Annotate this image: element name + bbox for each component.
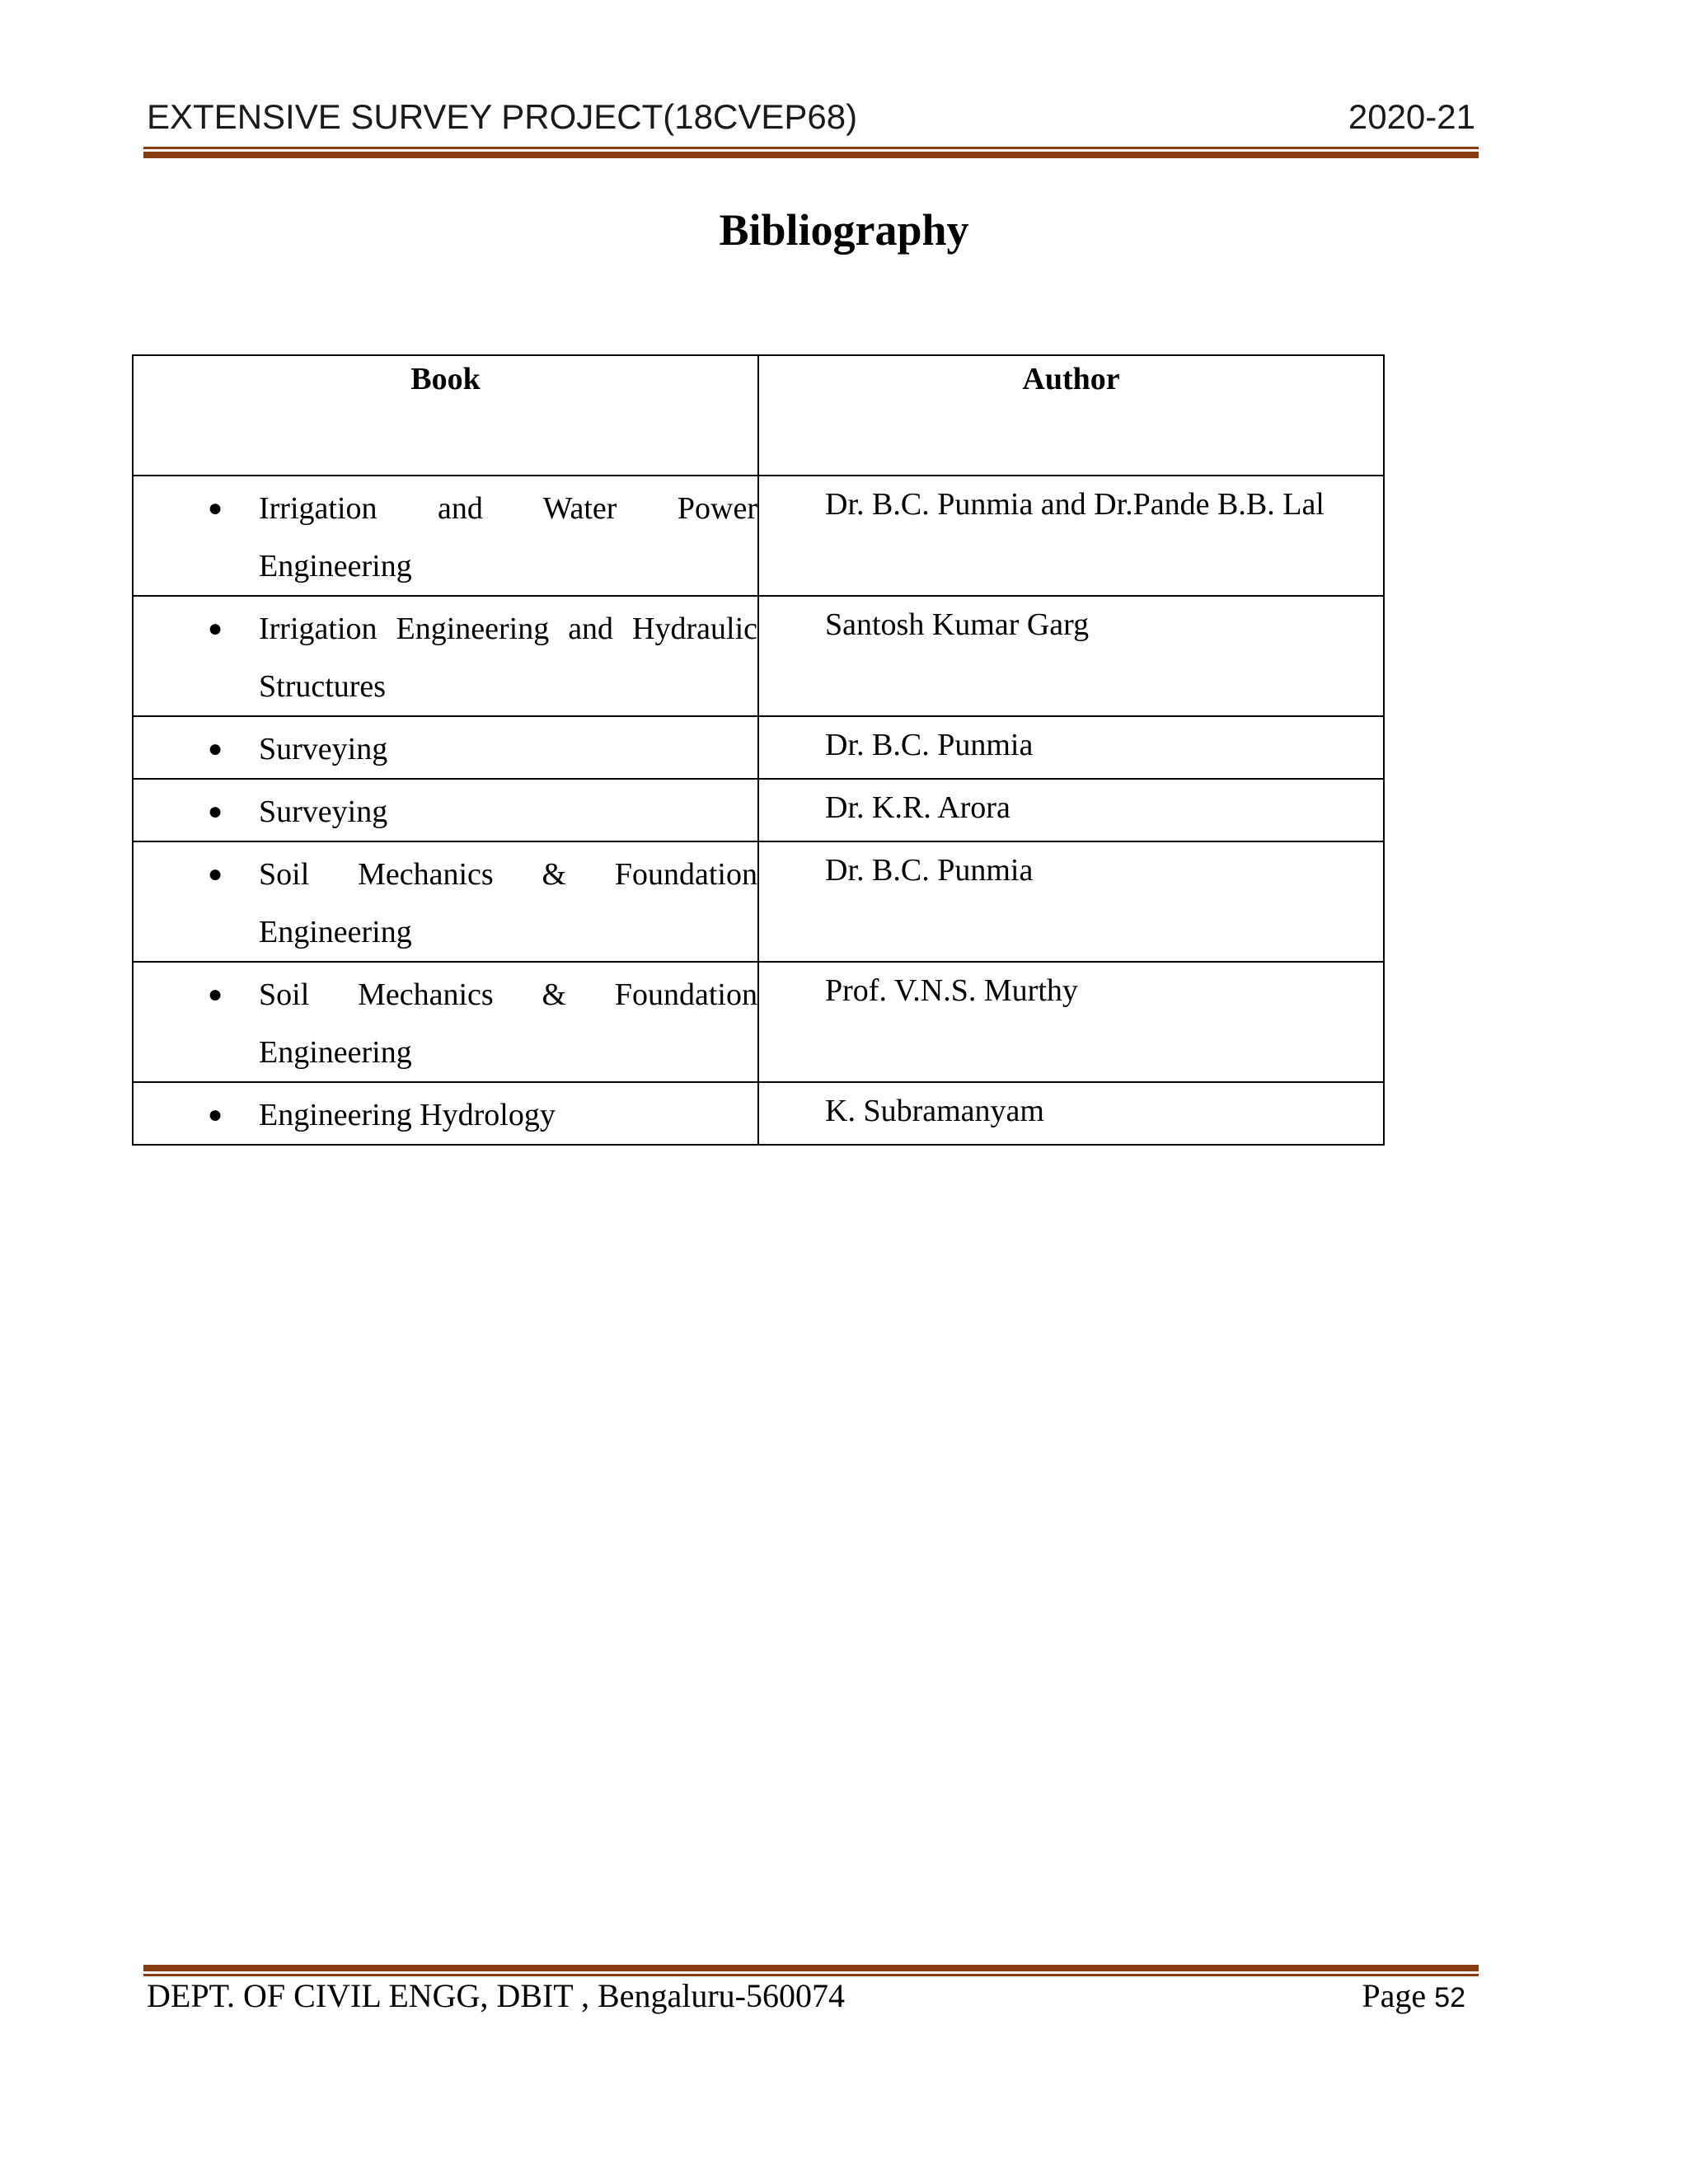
bibliography-table [132, 354, 1385, 1146]
table-row [133, 779, 1384, 841]
book-cell [133, 962, 758, 1082]
page-number-label: Page 52 [1362, 1977, 1465, 2014]
book-title: Engineering Hydrology [259, 1098, 556, 1132]
book-cell [133, 841, 758, 962]
table-header-row [133, 355, 1384, 476]
page-number: 52 [1434, 1982, 1465, 2013]
book-title: Irrigation Engineering and Hydraulic Structures [259, 612, 757, 704]
author-name: Dr. B.C. Punmia [825, 853, 1034, 888]
bullet-icon: ● [208, 981, 223, 1008]
author-name: Dr. K.R. Arora [825, 790, 1010, 825]
footer-department: DEPT. OF CIVIL ENGG, DBIT , Bengaluru-560074 [147, 1977, 845, 2014]
author-cell [758, 596, 1384, 716]
table-row [133, 841, 1384, 962]
author-name: Santosh Kumar Garg [825, 607, 1090, 642]
table-row [133, 716, 1384, 779]
header-project-title: EXTENSIVE SURVEY PROJECT(18CVEP68) [147, 97, 858, 136]
author-cell [758, 962, 1384, 1082]
book-cell [133, 779, 758, 841]
book-cell [133, 716, 758, 779]
footer-rule [143, 1965, 1479, 1976]
book-cell [133, 1082, 758, 1145]
author-name: Dr. B.C. Punmia [825, 728, 1034, 762]
book-title: Soil Mechanics & Foundation Engineering [259, 977, 757, 1070]
table-row [133, 476, 1384, 596]
header-year: 2020-21 [1348, 97, 1475, 136]
author-cell [758, 1082, 1384, 1145]
author-cell [758, 716, 1384, 779]
table-row [133, 596, 1384, 716]
page-title: Bibliography [719, 205, 969, 255]
book-title: Soil Mechanics & Foundation Engineering [259, 857, 757, 949]
bullet-icon: ● [208, 615, 223, 642]
table-row [133, 962, 1384, 1082]
author-cell [758, 841, 1384, 962]
bullet-icon: ● [208, 798, 223, 825]
book-cell [133, 596, 758, 716]
column-header-author: Author [758, 355, 1384, 476]
bullet-icon: ● [208, 494, 223, 522]
author-cell [758, 779, 1384, 841]
column-header-book: Book [133, 355, 758, 476]
author-name: Dr. B.C. Punmia and Dr.Pande B.B. Lal [825, 487, 1325, 522]
bullet-icon: ● [208, 735, 223, 762]
header-rule [143, 147, 1479, 158]
table-row [133, 1082, 1384, 1145]
book-cell [133, 476, 758, 596]
book-title: Surveying [259, 794, 388, 829]
author-cell [758, 476, 1384, 596]
page-footer [147, 1976, 1465, 2015]
book-title: Surveying [259, 732, 388, 766]
page-header [147, 97, 1475, 137]
bullet-icon: ● [208, 860, 223, 888]
author-name: K. Subramanyam [825, 1094, 1044, 1128]
author-name: Prof. V.N.S. Murthy [825, 973, 1078, 1008]
bullet-icon: ● [208, 1101, 223, 1128]
book-title: Irrigation and Water Power Engineering [259, 491, 757, 583]
